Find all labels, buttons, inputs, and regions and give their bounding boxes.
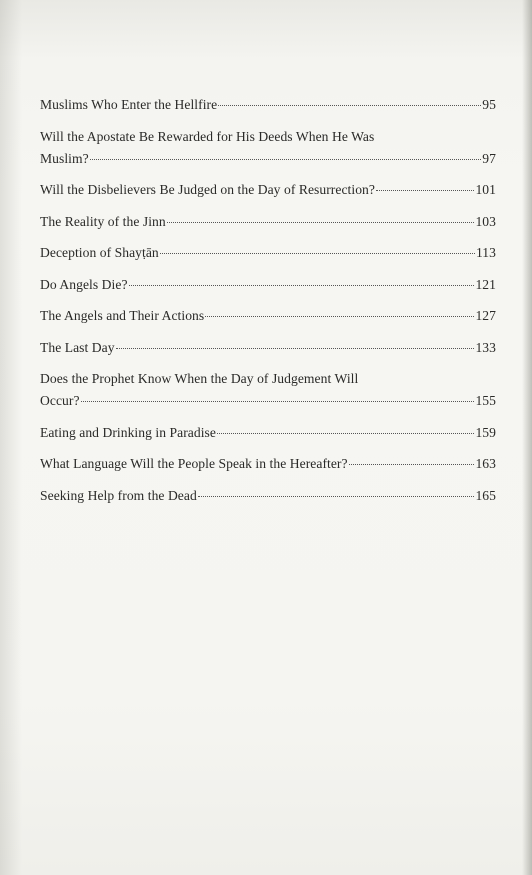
toc-entry (40, 274, 496, 296)
dot-leader (376, 190, 474, 191)
dot-leader (160, 253, 475, 254)
toc-entry (40, 242, 496, 264)
toc-entry (40, 305, 496, 327)
toc-entry (40, 211, 496, 233)
toc-entry-title-continued: Muslim? (40, 150, 89, 166)
toc-entry-title: The Last Day (40, 339, 115, 355)
toc-entry (40, 126, 496, 170)
toc-entry-page: 113 (475, 245, 496, 260)
toc-entry-title: Seeking Help from the Dead (40, 487, 197, 503)
toc-entry-page: 97 (482, 150, 496, 166)
dot-leader (90, 159, 482, 160)
toc-entry-title: The Reality of the Jinn (40, 213, 166, 229)
dot-leader (205, 316, 474, 317)
toc-entry-title: Deception of Shayṭān (40, 245, 159, 260)
toc-entry-page: 127 (475, 308, 496, 323)
dot-leader (129, 285, 475, 286)
table-of-contents (40, 94, 496, 516)
toc-entry-page: 163 (475, 456, 496, 471)
toc-entry (40, 453, 496, 475)
toc-entry (40, 179, 496, 201)
dot-leader (167, 222, 475, 223)
toc-entry (40, 94, 496, 116)
toc-entry-title: Will the Apostate Be Rewarded for His Deeds When He Was (40, 128, 375, 144)
dot-leader (349, 464, 475, 465)
toc-entry-title: Eating and Drinking in Paradise (40, 424, 216, 440)
toc-entry (40, 368, 496, 412)
toc-entry-page: 95 (482, 97, 496, 112)
toc-entry-page: 133 (475, 339, 496, 355)
toc-entry (40, 337, 496, 359)
toc-entry-title-continued: Occur? (40, 393, 80, 408)
toc-entry-page: 155 (475, 393, 496, 408)
toc-entry-page: 159 (475, 424, 496, 440)
toc-entry-title: Do Angels Die? (40, 276, 128, 292)
dot-leader (218, 105, 481, 106)
dot-leader (116, 348, 475, 349)
toc-entry-title: Does the Prophet Know When the Day of Judgement Will (40, 371, 359, 386)
dot-leader (217, 433, 474, 434)
toc-entry-page: 165 (475, 487, 496, 503)
dot-leader (81, 401, 475, 402)
toc-entry-page: 101 (475, 182, 496, 197)
toc-entry-page: 121 (475, 276, 496, 292)
toc-entry-title: The Angels and Their Actions (40, 308, 205, 323)
dot-leader (198, 496, 475, 497)
toc-entry-title: Muslims Who Enter the Hellfire (40, 97, 218, 112)
toc-entry-page: 103 (475, 213, 496, 229)
toc-entry (40, 485, 496, 507)
toc-entry (40, 422, 496, 444)
toc-entry-title: What Language Will the People Speak in the Hereafter? (40, 456, 348, 471)
toc-entry-title: Will the Disbelievers Be Judged on the Day of Resurrection? (40, 182, 375, 197)
